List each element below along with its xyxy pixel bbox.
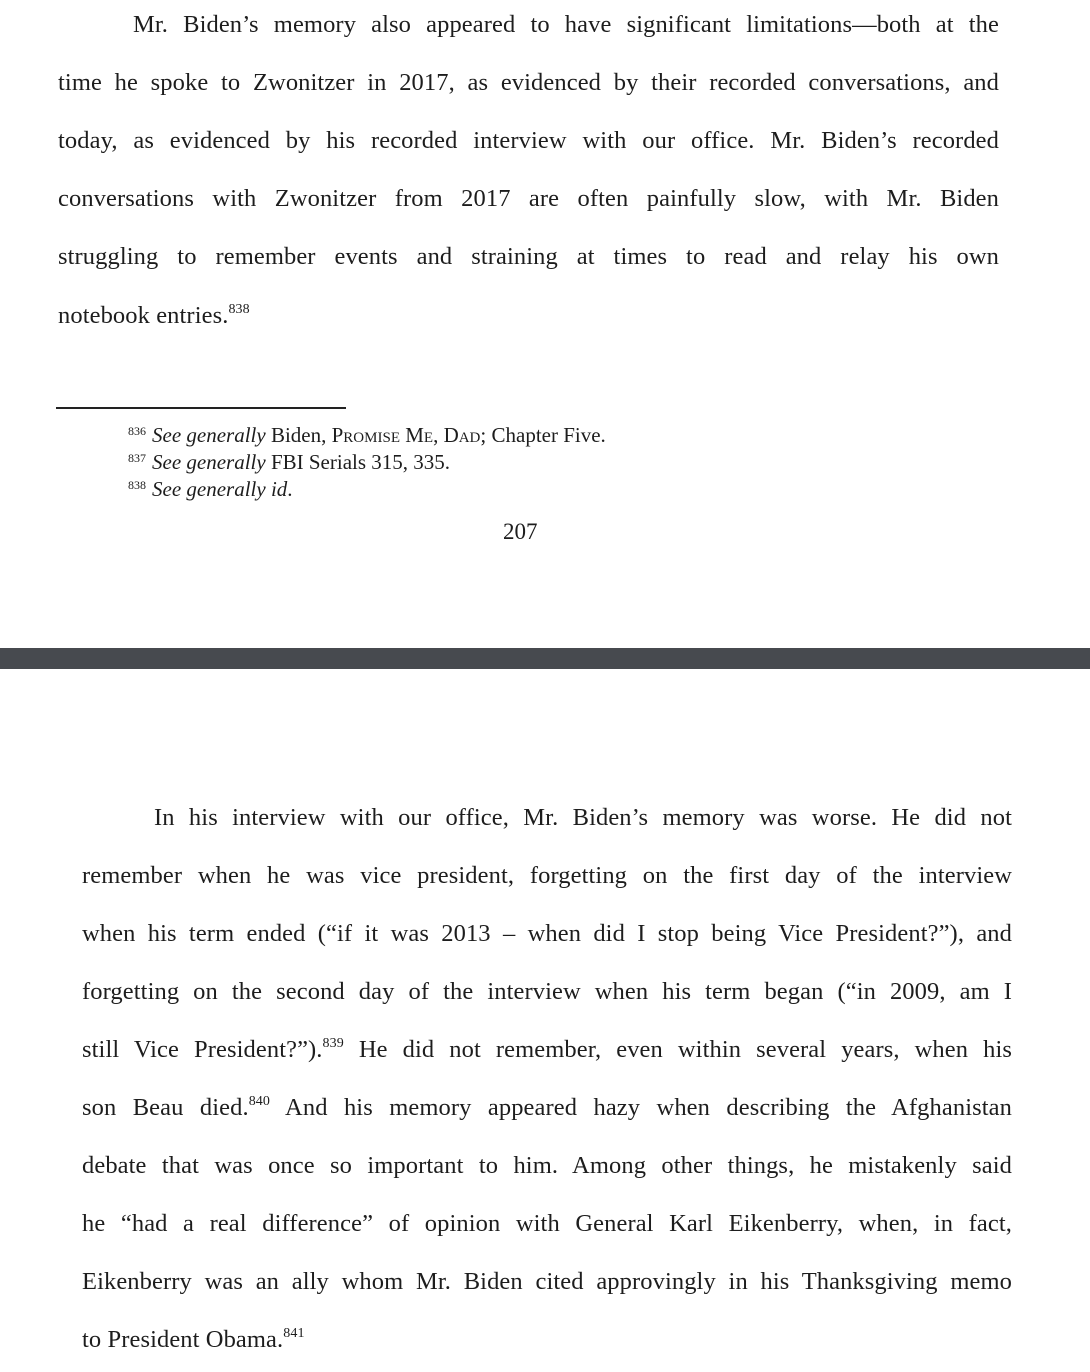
footnote-number: 837 <box>128 451 146 465</box>
document-page-208 <box>0 669 1090 1372</box>
footnote-838 <box>128 476 293 502</box>
footnote-ref-841[interactable]: 841 <box>283 1326 305 1341</box>
footnote-text: ; Chapter Five. <box>480 423 606 447</box>
footnote-signal: See generally <box>152 423 266 447</box>
paragraph-line-2: time he spoke to Zwonitzer in 2017, as evidenced by their recorded conversations, and <box>58 69 999 96</box>
page-separator <box>0 648 1090 669</box>
paragraph-line-3: today, as evidenced by his recorded interview with our office. Mr. Biden’s recorded <box>58 127 999 154</box>
paragraph-line-4: forgetting on the second day of the interview when his term began (“in 2009, am I <box>82 978 1012 1005</box>
paragraph-line-4: conversations with Zwonitzer from 2017 are often painfully slow, with Mr. Biden <box>58 185 999 212</box>
paragraph-line-1: In his interview with our office, Mr. Biden’s memory was worse. He did not <box>154 804 1012 831</box>
document-page-207 <box>0 0 1090 648</box>
paragraph-line-3: when his term ended (“if it was 2013 – when did I stop being Vice President?”), and <box>82 920 1012 947</box>
paragraph-line-2: remember when he was vice president, forgetting on the first day of the interview <box>82 862 1012 889</box>
line-text: to President Obama. <box>82 1326 284 1353</box>
footnote-ref-840[interactable]: 840 <box>248 1094 270 1109</box>
footnote-number: 836 <box>128 424 146 438</box>
paragraph-line-8: he “had a real difference” of opinion with General Karl Eikenberry, when, in fact, <box>82 1210 1012 1237</box>
page-number: 207 <box>503 519 538 544</box>
book-title: Promise Me, Dad <box>331 423 481 447</box>
line-text: son Beau died. <box>82 1094 249 1121</box>
paragraph-line-6 <box>82 1093 1012 1123</box>
paragraph-line-1: Mr. Biden’s memory also appeared to have significant limitations—both at the <box>133 11 999 38</box>
footnote-signal: See generally <box>152 450 266 474</box>
paragraph-line-6-text: notebook entries. <box>58 302 229 329</box>
footnote-signal: See generally id <box>152 477 288 501</box>
footnote-ref-838[interactable]: 838 <box>228 302 250 317</box>
footnote-text: . <box>287 477 293 501</box>
footnote-number: 838 <box>128 478 146 492</box>
line-text: And his memory appeared hazy when describing the Afghanistan <box>270 1094 1012 1121</box>
footnote-divider <box>56 407 346 409</box>
paragraph-line-6 <box>58 301 250 331</box>
line-text: still Vice President?”). <box>82 1036 323 1063</box>
footnote-837 <box>128 449 450 475</box>
paragraph-line-5: struggling to remember events and straining at times to read and relay his own <box>58 243 999 270</box>
line-text: He did not remember, even within several years, when his <box>343 1036 1012 1063</box>
footnote-text: Biden, <box>265 423 332 447</box>
paragraph-line-10 <box>82 1325 305 1355</box>
footnote-836 <box>128 422 606 448</box>
footnote-text: FBI Serials 315, 335. <box>265 450 451 474</box>
footnote-ref-839[interactable]: 839 <box>322 1036 344 1051</box>
paragraph-line-5 <box>82 1035 1012 1065</box>
paragraph-line-9: Eikenberry was an ally whom Mr. Biden cited approvingly in his Thanksgiving memo <box>82 1268 1012 1295</box>
paragraph-line-7: debate that was once so important to him. Among other things, he mistakenly said <box>82 1152 1012 1179</box>
